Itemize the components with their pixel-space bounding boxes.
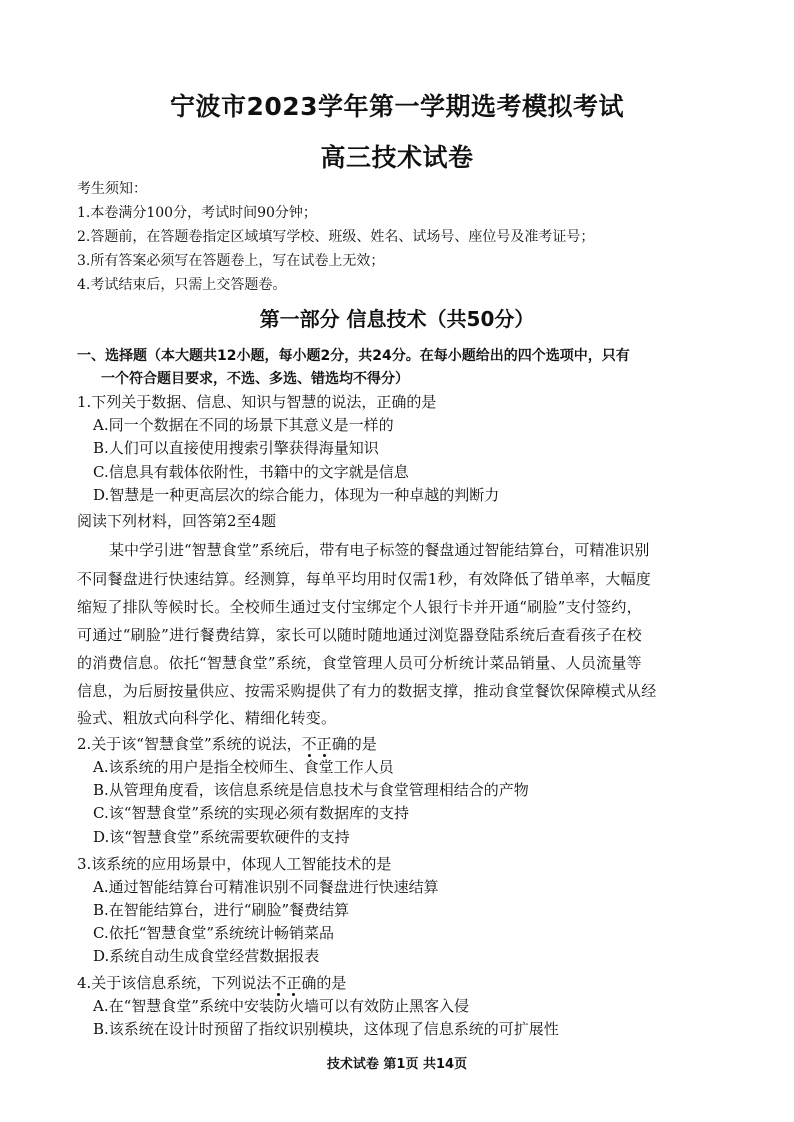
notice-heading: 考生须知：: [77, 181, 147, 197]
question-1-option: A.同一个数据在不同的场景下其意义是一样的: [93, 416, 394, 434]
reading-paragraph-line: 的消费信息。依托“智慧食堂”系统，食堂管理人员可分析统计菜品销量、人员流量等: [77, 654, 642, 672]
question-3-option: C.依托“智慧食堂”系统统计畅销菜品: [93, 924, 335, 942]
question-4-option: A.在“智慧食堂”系统中安装防火墙可以有效防止黑客入侵: [93, 997, 469, 1015]
question-4-option: B.该系统在设计时预留了指纹识别模块，这体现了信息系统的可扩展性: [93, 1020, 559, 1038]
page-footer: 技术试卷 第1页 共14页: [326, 1057, 468, 1072]
question-3-option: B.在智能结算台，进行“刷脸”餐费结算: [93, 901, 350, 919]
question-2-option: D.该“智慧食堂”系统需要软硬件的支持: [93, 828, 350, 846]
exam-title: 宁波市2023学年第一学期选考模拟考试: [169, 92, 625, 121]
question-3-option: D.系统自动生成食堂经营数据报表: [93, 947, 320, 965]
question-2-option: A.该系统的用户是指全校师生、食堂工作人员: [93, 758, 394, 776]
notice-item: 3.所有答案必须写在答题卷上，写在试卷上无效；: [77, 253, 385, 269]
question-1-option: C.信息具有载体依附性，书籍中的文字就是信息: [93, 463, 409, 481]
question-4-stem-text: 确的是: [301, 974, 347, 992]
question-2-option: B.从管理角度看，该信息系统是信息技术与食堂管理相结合的产物: [93, 781, 529, 799]
question-1-option: B.人们可以直接使用搜索引擎获得海量知识: [93, 439, 379, 457]
question-3-option: A.通过智能结算台可精准识别不同餐盘进行快速结算: [93, 878, 439, 896]
reading-paragraph-line: 缩短了排队等候时长。全校师生通过支付宝绑定个人银行卡并开通“刷脸”支付签约，: [77, 598, 642, 616]
emphasis-dot-char: 不: [271, 974, 287, 992]
exam-subtitle: 高三技术试卷: [320, 143, 474, 172]
question-1-option: D.智慧是一种更高层次的综合能力，体现为一种卓越的判断力: [93, 486, 500, 504]
notice-item: 2.答题前，在答题卷指定区域填写学校、班级、姓名、试场号、座位号及准考证号；: [77, 229, 595, 245]
question-2-stem-text: 确的是: [331, 735, 377, 753]
reading-paragraph-line: 信息，为后厨按量供应、按需采购提供了有力的数据支撑，推动食堂餐饮保障模式从经: [77, 682, 657, 700]
question-4-stem-text: 4.关于该信息系统，下列说法: [77, 974, 272, 992]
reading-paragraph-line: 不同餐盘进行快速结算。经测算，每单平均用时仅需1秒，有效降低了错单率，大幅度: [77, 570, 652, 588]
question-3-stem: 3.该系统的应用场景中，体现人工智能技术的是: [77, 855, 392, 873]
emphasis-dot-char: 正: [286, 974, 302, 992]
question-1-stem: 1.下列关于数据、信息、知识与智慧的说法，正确的是: [77, 393, 437, 411]
question-2-stem-text: 2.关于该“智慧食堂”系统的说法，: [77, 735, 302, 753]
emphasis-dot-char: 正: [316, 735, 332, 753]
notice-item: 1.本卷满分100分，考试时间90分钟；: [77, 205, 317, 221]
notice-item: 4.考试结束后，只需上交答题卷。: [77, 277, 287, 293]
reading-intro: 阅读下列材料，回答第2至4题: [77, 512, 277, 530]
question-2-option: C.该“智慧食堂”系统的实现必须有数据库的支持: [93, 804, 410, 822]
reading-paragraph-line: 可通过“刷脸”进行餐费结算，家长可以随时随地通过浏览器登陆系统后查看孩子在校: [77, 626, 642, 644]
emphasis-dot-char: 不: [301, 735, 317, 753]
reading-paragraph-line: 验式、粗放式向科学化、精细化转变。: [77, 709, 337, 727]
question-2-stem: [77, 733, 377, 754]
section-title: 第一部分 信息技术（共50分）: [259, 307, 535, 331]
question-4-stem: [77, 972, 346, 993]
part-heading: 一个符合题目要求，不选、多选、错选均不得分）: [101, 371, 409, 387]
reading-paragraph-line: 某中学引进“智慧食堂”系统后，带有电子标签的餐盘通过智能结算台，可精准识别: [109, 541, 650, 559]
part-heading: 一、选择题（本大题共12小题，每小题2分，共24分。在每小题给出的四个选项中，只有: [77, 348, 630, 364]
